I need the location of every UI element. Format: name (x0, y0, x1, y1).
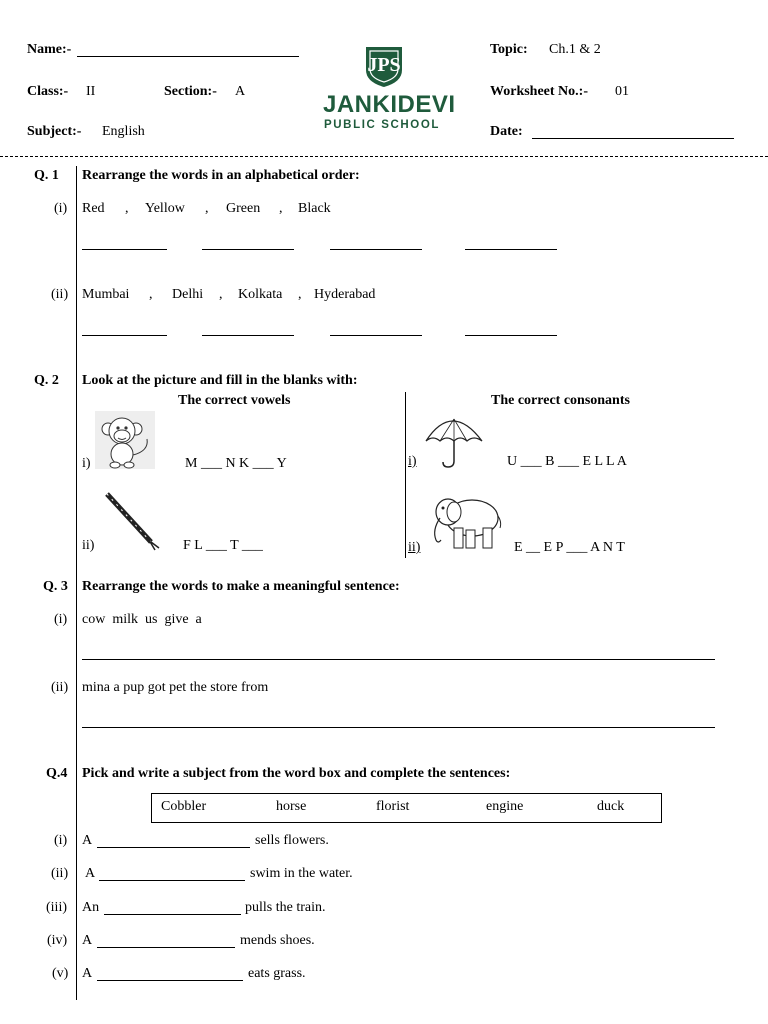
class-value: II (86, 84, 96, 99)
crest-letters: JPS (367, 54, 401, 76)
class-label: Class:- (27, 84, 69, 99)
q1-i-word: Yellow (145, 201, 185, 216)
word-box-word: Cobbler (161, 799, 207, 814)
q1-ii-label: (ii) (51, 287, 69, 302)
school-name: JANKIDEVI (323, 91, 456, 118)
section-label: Section:- (164, 84, 217, 99)
q3-i-label: (i) (54, 612, 68, 627)
q1-ii-blank[interactable] (82, 335, 167, 336)
section-value: A (235, 84, 246, 99)
school-crest-icon (362, 44, 406, 88)
q2-column-divider (405, 392, 406, 558)
q1-title: Rearrange the words in an alphabetical order: (82, 168, 360, 183)
q2-v2-word: F L ___ T ___ (183, 538, 263, 553)
name-label: Name:- (27, 42, 72, 57)
q4-item-label: (iv) (47, 933, 68, 948)
monkey-icon (95, 411, 155, 469)
q4-item-label: (ii) (51, 866, 69, 881)
topic-label: Topic: (490, 42, 528, 57)
date-label: Date: (490, 124, 523, 139)
q4-item-prefix: A (82, 833, 93, 848)
q3-title: Rearrange the words to make a meaningful sentence: (82, 579, 400, 594)
q1-i-comma: , (205, 201, 209, 216)
word-box-word: horse (276, 799, 307, 814)
q4-item-label: (iii) (46, 900, 67, 915)
q4-item-blank[interactable] (97, 947, 235, 948)
q2-c2-word: E __ E P ___ A N T (514, 540, 625, 555)
q4-item-suffix: mends shoes. (240, 933, 315, 948)
q1-i-blank[interactable] (82, 249, 167, 250)
q1-i-blank[interactable] (465, 249, 557, 250)
q1-i-word: Black (298, 201, 331, 216)
q4-item-prefix: A (82, 933, 93, 948)
q4-item-suffix: pulls the train. (245, 900, 326, 915)
q2-title: Look at the picture and fill in the blanks with: (82, 373, 358, 388)
word-box (151, 793, 662, 823)
q4-item-blank[interactable] (97, 980, 243, 981)
q4-item-prefix: An (82, 900, 100, 915)
name-blank[interactable] (77, 56, 299, 57)
q4-item-suffix: sells flowers. (255, 833, 329, 848)
q1-i-blank[interactable] (202, 249, 294, 250)
q1-i-word: Green (226, 201, 261, 216)
header-divider (0, 156, 768, 157)
q3-ii-text: mina a pup got pet the store from (82, 680, 269, 695)
consonants-heading: The correct consonants (491, 393, 630, 408)
q4-item-suffix: eats grass. (248, 966, 306, 981)
subject-label: Subject:- (27, 124, 82, 139)
q1-ii-word: Mumbai (82, 287, 130, 302)
q3-ii-blank[interactable] (82, 727, 715, 728)
word-box-word: florist (376, 799, 410, 814)
q1-ii-word: Hyderabad (314, 287, 376, 302)
q4-item-blank[interactable] (104, 914, 241, 915)
q4-item-prefix: A (82, 966, 93, 981)
q1-number: Q. 1 (34, 168, 59, 183)
q4-number: Q.4 (46, 766, 68, 781)
worksheet-value: 01 (615, 84, 629, 99)
vowels-heading: The correct vowels (178, 393, 291, 408)
q3-number: Q. 3 (43, 579, 68, 594)
q1-i-label: (i) (54, 201, 68, 216)
elephant-icon (428, 490, 502, 552)
q2-c1-label: i) (408, 454, 417, 469)
q2-v1-word: M ___ N K ___ Y (185, 456, 287, 471)
q4-item-blank[interactable] (99, 880, 245, 881)
q3-i-text: cow milk us give a (82, 612, 202, 627)
date-blank[interactable] (532, 138, 734, 139)
q1-i-word: Red (82, 201, 105, 216)
q1-ii-comma: , (298, 287, 302, 302)
umbrella-icon (424, 411, 484, 469)
flute-icon (101, 490, 161, 552)
q2-v2-label: ii) (82, 538, 95, 553)
q2-c1-word: U ___ B ___ E L L A (507, 454, 627, 469)
worksheet-label: Worksheet No.:- (490, 84, 588, 99)
q1-ii-comma: , (219, 287, 223, 302)
q1-ii-comma: , (149, 287, 153, 302)
q4-item-label: (i) (54, 833, 68, 848)
q4-item-suffix: swim in the water. (250, 866, 353, 881)
q1-ii-word: Delhi (172, 287, 204, 302)
q1-ii-word: Kolkata (238, 287, 283, 302)
word-box-word: engine (486, 799, 524, 814)
q3-i-blank[interactable] (82, 659, 715, 660)
q1-i-comma: , (279, 201, 283, 216)
margin-line (76, 166, 77, 1000)
topic-value: Ch.1 & 2 (549, 42, 601, 57)
q1-ii-blank[interactable] (330, 335, 422, 336)
q1-i-comma: , (125, 201, 129, 216)
q4-item-blank[interactable] (97, 847, 250, 848)
q3-ii-label: (ii) (51, 680, 69, 695)
q1-i-blank[interactable] (330, 249, 422, 250)
q2-v1-label: i) (82, 456, 91, 471)
q4-item-label: (v) (52, 966, 69, 981)
school-subtitle: PUBLIC SCHOOL (324, 119, 440, 131)
q1-ii-blank[interactable] (465, 335, 557, 336)
q4-item-prefix: A (85, 866, 96, 881)
subject-value: English (102, 124, 145, 139)
word-box-word: duck (597, 799, 625, 814)
q4-title: Pick and write a subject from the word box and complete the sentences: (82, 766, 511, 781)
q2-c2-label: ii) (408, 540, 421, 555)
q2-number: Q. 2 (34, 373, 59, 388)
q1-ii-blank[interactable] (202, 335, 294, 336)
